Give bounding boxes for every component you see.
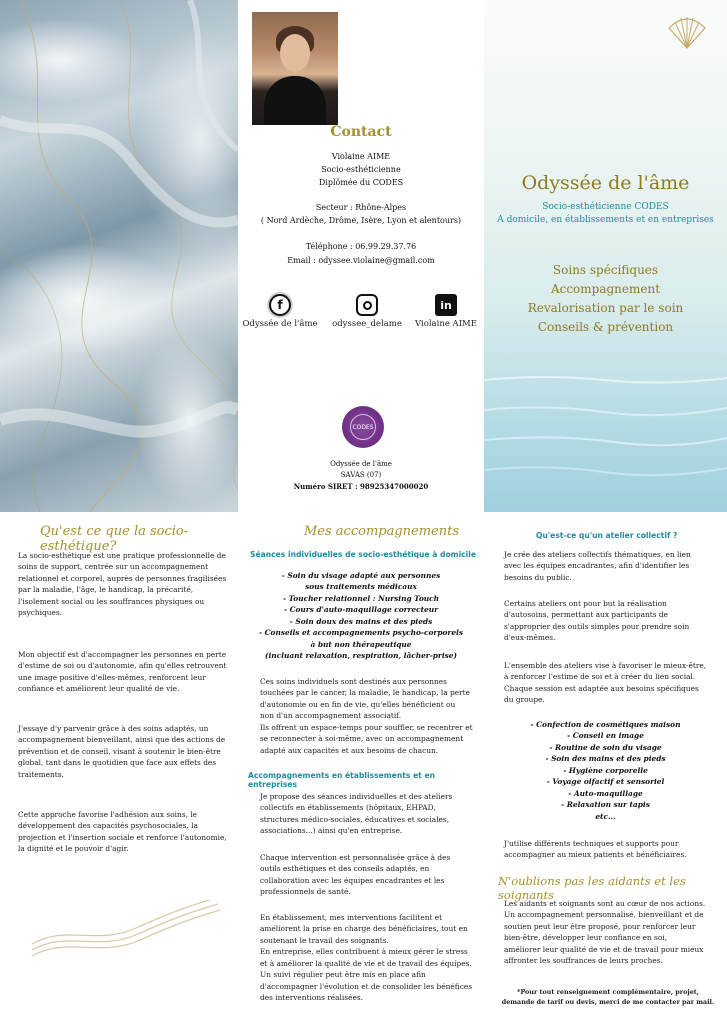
- service-2: Accompagnement: [550, 282, 661, 296]
- contact-role: Socio-esthéticienne: [321, 165, 401, 174]
- col2-paragraph-4: En établissement, mes interventions facilitent et améliorent la prise en charge des bénéficiaires, tout en soutenant le travail des soignants. En entreprise, elles contribuent à mieux gérer le stress et à améliorer la qualité de vie et de travail des équipes. Un suivi régulier peut être mis en place afin d'accompagner l'évolution et de consolider les bénéfices des interventions réalisées.: [260, 913, 473, 1003]
- subheading-domicile: Séances individuelles de socio-esthétique à domicile: [250, 550, 477, 559]
- service-4: Conseils & prévention: [537, 320, 674, 334]
- heading-accompagnements: Mes accompagnements: [304, 524, 460, 539]
- col2-paragraph-2: Je propose des séances individuelles et des ateliers collectifs en établissements (hôpitaux, EHPAD, structures médico-sociales, éducatives et sociales, associations...) ainsi qu'en entreprise.: [260, 792, 453, 836]
- footer-siret: Numéro SIRET : 98925347000020: [293, 482, 429, 491]
- instagram-icon: [356, 294, 378, 316]
- col1-paragraph-4: Cette approche favorise l'adhésion aux soins, le développement des capacités psychosociales, la projection et l'insertion sociale et renforce l'autonomie, la dignité et le pouvoir d'agir.: [18, 810, 227, 854]
- contact-email[interactable]: Email : odyssee.violaine@gmail.com: [287, 256, 435, 265]
- facebook-icon: f: [269, 294, 291, 316]
- footnote-contact: *Pour tout renseignement complémentaire, projet, demande de tarif ou devis, merci de me contacter par mail.: [501, 988, 715, 1006]
- contact-panel: [238, 0, 484, 512]
- contact-area: ( Nord Ardèche, Drôme, Isère, Lyon et alentours): [260, 216, 462, 225]
- social-instagram[interactable]: odyssee_delame: [326, 294, 408, 329]
- col1-paragraph-1: La socio-esthétique est une pratique professionnelle de soins de support, centrée sur un accompagnement relationnel et corporel, auprès de personnes fragilisées par la maladie, l'âge, le handicap, la précarité, l'isolement social ou les souffrances physiques ou psychiques.: [18, 551, 227, 618]
- subheading-etablissements: Accompagnements en établissements et en entreprises: [248, 771, 436, 789]
- footer-name: Odyssée de l'âme: [330, 460, 392, 468]
- marble-decoration: [0, 0, 238, 512]
- workshop-list: - Confection de cosmétiques maison - Conseil en image - Routine de soin du visage - Soin des mains et des pieds - Hygiène corporelle - Voyage olfactif et sensoriel - Auto-maquillage - Relaxation sur tapis etc...: [530, 720, 681, 821]
- brand-tagline: A domicile, en établissements et en entreprises: [497, 215, 714, 225]
- profile-photo: [252, 12, 338, 125]
- social-links: [238, 294, 484, 334]
- column-socio-esthetique: [0, 512, 238, 1024]
- column-ateliers: [484, 512, 727, 1024]
- col2-paragraph-3: Chaque intervention est personnalisée grâce à des outils esthétiques et des conseils adaptés, en collaboration avec les équipes encadrantes et les professionnels de santé.: [260, 853, 451, 897]
- individual-services-list: - Soin du visage adapté aux personnes sous traitements médicaux - Toucher relationnel : Nursing Touch - Cours d'auto-maquillage correcteur - Soin doux des mains et des pieds - Conseils et accompagnements psycho-corporels à but non thérapeutique (incluant relaxation, respiration, lâcher-prise): [259, 571, 463, 661]
- col1-paragraph-3: J'essaye d'y parvenir grâce à des soins adaptés, un accompagnement bienveillant, ainsi que des actions de prévention et de conseil, visant à soutenir le bien-être global, tant dans le quotidien que face aux effets des traitements.: [18, 724, 226, 779]
- col3-paragraph-2: Certains ateliers ont pour but la réalisation d'autosoins, permettant aux participants de s'approprier des outils simples pour prendre soin d'eux-mêmes.: [504, 599, 690, 643]
- linkedin-icon: in: [435, 294, 457, 316]
- col3-paragraph-1: Je crée des ateliers collectifs thématiques, en lien avec les équipes encadrantes, afin d'identifier les besoins du public.: [504, 550, 691, 582]
- brand-title: Odyssée de l'âme: [521, 172, 690, 194]
- brand-panel: [484, 0, 727, 512]
- contact-sector: Secteur : Rhône-Alpes: [315, 203, 407, 212]
- footer-city: SAVAS (07): [340, 471, 382, 479]
- wave-lines-decoration: [28, 900, 224, 960]
- social-linkedin[interactable]: in Violaine AIME: [408, 294, 484, 329]
- contact-diploma: Diplômée du CODES: [318, 178, 404, 187]
- contact-title: Contact: [330, 124, 392, 140]
- heading-socio-esthetique: Qu'est ce que la socio-esthétique?: [40, 524, 189, 554]
- subheading-atelier-collectif: Qu'est-ce qu'un atelier collectif ?: [536, 531, 678, 540]
- social-facebook[interactable]: f Odyssée de l'âme: [240, 294, 320, 329]
- col1-paragraph-2: Mon objectif est d'accompagner les personnes en perte d'estime de soi ou d'autonomie, afin qu'elles retrouvent une image positive d'elles-mêmes, renforcent leur confiance et améliorent leur qualité de vie.: [18, 650, 227, 694]
- brand-subtitle: Socio-esthéticienne CODES: [542, 202, 669, 212]
- col3-paragraph-3: L'ensemble des ateliers vise à favoriser le mieux-être, à renforcer l'estime de soi et à créer du lien social. Chaque session est adaptée aux besoins spécifiques du groupe.: [504, 661, 707, 705]
- contact-name: Violaine AIME: [331, 152, 391, 161]
- column-accompagnements: [238, 512, 484, 1024]
- heading-aidants: N'oublions pas les aidants et les soignants: [498, 874, 686, 902]
- shell-icon: [665, 12, 709, 52]
- col2-paragraph-1: Ces soins individuels sont destinés aux personnes touchées par le cancer, la maladie, le handicap, la perte d'autonomie ou en fin de vie, qu'elles bénéficient ou non d'un accompagnement associatif. Ils offrent un espace-temps pour souffler, se recentrer et se reconnecter à soi-même, avec un accompagnement adapté aux capacités et aux besoins de chacun.: [260, 677, 473, 755]
- codes-badge: CODES: [342, 406, 384, 448]
- service-1: Soins spécifiques: [552, 263, 659, 277]
- col3-paragraph-4: J'utilise différents techniques et supports pour accompagner au mieux patients et bénéficiaires.: [504, 839, 687, 860]
- col3-paragraph-5: Les aidants et soignants sont au cœur de nos actions. Un accompagnement personnalisé, bienveillant et de soutien peut leur être proposé, pour renforcer leur bien-être, développer leur confiance en soi, améliorer leur qualité de vie et de travail pour mieux affronter les souffrances de leurs proches.: [504, 899, 706, 966]
- contact-phone[interactable]: Téléphone : 06.99.29.37.76: [305, 242, 417, 251]
- service-3: Revalorisation par le soin: [527, 301, 684, 315]
- sea-decoration: [484, 360, 727, 512]
